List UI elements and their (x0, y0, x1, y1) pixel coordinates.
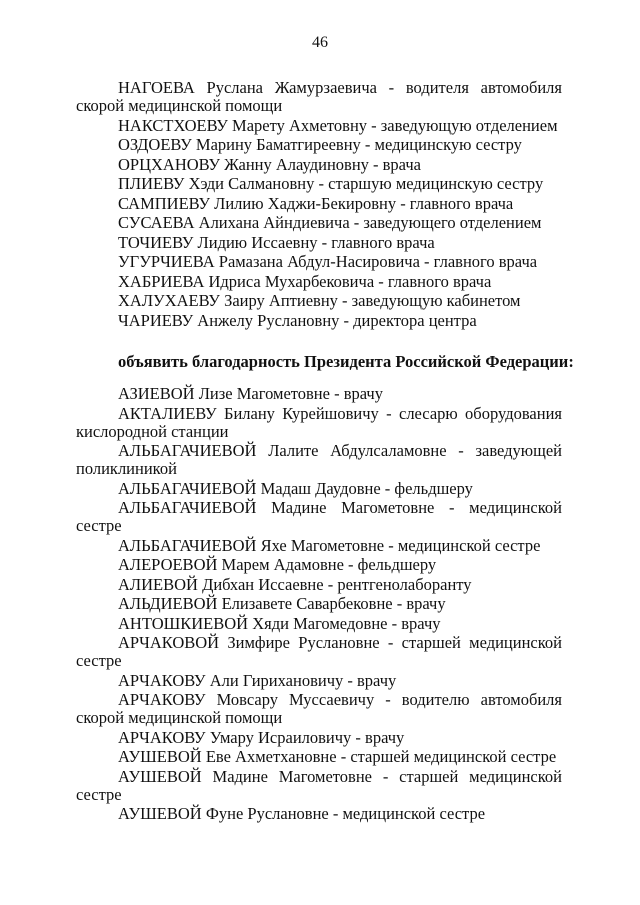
list-item (76, 442, 562, 478)
list-item-line: АЛИЕВОЙ Дибхан Иссаевне - рентгенолаборанту (118, 574, 472, 594)
list-item (76, 273, 562, 291)
list-item (76, 156, 562, 174)
list-item-line: ОЗДОЕВУ Марину Баматгиреевну - медицинскую сестру (118, 135, 522, 154)
list-item (76, 615, 562, 633)
list-item (76, 234, 562, 252)
list-item (76, 634, 562, 670)
list-item (76, 480, 562, 498)
list-item-line: ПЛИЕВУ Хэди Салмановну - старшую медицинскую сестру (118, 174, 544, 193)
list-item-line: ЧАРИЕВУ Анжелу Руслановну - директора центра (118, 310, 477, 330)
list-item (76, 312, 562, 330)
list-item-line: АРЧАКОВУ Али Гирихановичу - врачу (118, 670, 397, 690)
list-item-line: СУСАЕВА Алихана Айндиевича - заведующего отделением (118, 213, 542, 232)
list-item-line: ХАЛУХАЕВУ Заиру Аптиевну - заведующую кабинетом (118, 291, 521, 310)
list-item-continuation: скорой медицинской помощи (76, 96, 283, 115)
list-item-line: АУШЕВОЙ Мадине Магометовне - старшей медицинской (118, 766, 562, 786)
list-item (76, 556, 562, 574)
list-item (76, 195, 562, 213)
list-item-line: АРЧАКОВУ Мовсару Муссаевичу - водителю автомобиля (118, 690, 562, 709)
list-item-line: ОРЦХАНОВУ Жанну Алаудиновну - врача (118, 154, 421, 174)
list-item (76, 576, 562, 594)
list-item (76, 805, 562, 823)
list-item-line: АЛЬДИЕВОЙ Елизавете Саварбековне - врачу (118, 594, 446, 613)
list-item-line: АНТОШКИЕВОЙ Хяди Магомедовне - врачу (118, 613, 441, 633)
list-item-line: АЗИЕВОЙ Лизе Магометовне - врачу (118, 384, 383, 403)
list-item (76, 672, 562, 690)
list-item (76, 79, 562, 115)
list-item (76, 175, 562, 193)
list-item (76, 385, 562, 403)
list-item (76, 117, 562, 135)
awardee-list-2 (76, 385, 562, 825)
list-item (76, 292, 562, 310)
section-heading: объявить благодарность Президента Российской Федерации: (118, 352, 574, 371)
list-item (76, 253, 562, 271)
list-item-line: АРЧАКОВОЙ Зимфире Руслановне - старшей медицинской (118, 633, 562, 652)
page-number: 46 (312, 34, 328, 51)
list-item-line: САМПИЕВУ Лилию Хаджи-Бекировну - главного врача (118, 193, 514, 213)
list-item-line: АЛЬБАГАЧИЕВОЙ Мадаш Даудовне - фельдшеру (118, 478, 473, 498)
list-item (76, 499, 562, 535)
awardee-list-1 (76, 79, 562, 331)
list-item-line: АКТАЛИЕВУ Билану Курейшовичу - слесарю оборудования (118, 403, 562, 423)
list-item (76, 748, 562, 766)
list-item-line: АУШЕВОЙ Фуне Руслановне - медицинской сестре (118, 804, 486, 823)
list-item (76, 136, 562, 154)
list-item-continuation: скорой медицинской помощи (76, 708, 283, 727)
list-item (76, 595, 562, 613)
list-item-line: ХАБРИЕВА Идриса Мухарбековича - главного врача (118, 271, 492, 291)
list-item-line: АУШЕВОЙ Еве Ахметхановне - старшей медицинской сестре (118, 747, 557, 766)
list-item-line: НАКСТХОЕВУ Марету Ахметовну - заведующую отделением (118, 115, 558, 135)
list-item-continuation: поликлиникой (76, 459, 177, 478)
list-item (76, 214, 562, 232)
list-item-line: АЛЬБАГАЧИЕВОЙ Яхе Магометовне - медицинской сестре (118, 535, 541, 555)
list-item (76, 729, 562, 747)
list-item (76, 691, 562, 727)
list-item-continuation: сестре (76, 651, 122, 670)
list-item-line: АРЧАКОВУ Умару Исраиловичу - врачу (118, 727, 405, 747)
list-item (76, 405, 562, 441)
list-item-line: НАГОЕВА Руслана Жамурзаевича - водителя автомобиля (118, 78, 562, 97)
list-item-line: АЛЕРОЕВОЙ Марем Адамовне - фельдшеру (118, 555, 437, 574)
list-item-line: ТОЧИЕВУ Лидию Иссаевну - главного врача (118, 232, 435, 252)
list-item (76, 768, 562, 804)
list-item (76, 537, 562, 555)
list-item-continuation: кислородной станции (76, 421, 229, 441)
list-item-continuation: сестре (76, 784, 122, 804)
list-item-line: УГУРЧИЕВА Рамазана Абдул-Насировича - главного врача (118, 252, 538, 271)
list-item-line: АЛЬБАГАЧИЕВОЙ Мадине Магометовне - медицинской сестре (76, 498, 562, 535)
list-item-line: АЛЬБАГАЧИЕВОЙ Лалите Абдулсаламовне - заведующей (118, 441, 562, 460)
